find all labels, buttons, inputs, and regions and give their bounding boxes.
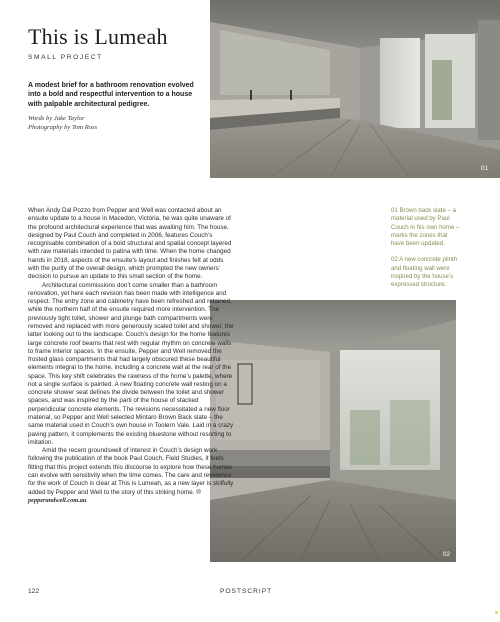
article-title: This is Lumeah [28,24,168,49]
bathroom-vanity-photo [210,0,500,178]
credits [28,114,97,132]
photo-captions [391,207,461,290]
words-credit: Words by Jake Taylor [28,115,85,122]
body-paragraph: When Andy Dal Pozzo from Pepper and Well was contacted about an ensuite update to a house in Macedon, Victoria, he was quite unaware of the profound architectural experience that was awaiting him. The house, designed by Paul Couch and completed in 2006, features Couch’s recognisable combination of a bold structural and spatial concept layered with raw materials intended to patina with time. When the home changed hands in 2018, aspects of the ensuite’s layout and finishes felt at odds with the purity of the overall design, which prompted the new owners’ decision to pursue an update to this small section of the home. [28,207,232,281]
caption: 02 A new concrete plinth and floating wall were inspired by the house’s expressed structure. [391,256,458,289]
website-link[interactable]: pepperandwell.com.au [28,496,87,504]
photography-credit: Photography by Tom Ross [28,124,98,131]
body-paragraph: Amid the recent groundswell of interest in Couch’s design work following the publication of the book Paul Couch, Field Studies, it feels fitting that this project extends this discourse to explore how these homes can evolve with sensitivity when the time comes. The care and reverence for the work of Couch is clear at This is Lumeah, as a new layer is skilfully added by Pepper and Well to the story of this striking home. ® [28,447,234,496]
photo-number: 02 [442,551,450,558]
edge-mark [495,611,498,614]
running-head: POSTSCRIPT [220,588,273,595]
photo-number: 01 [480,165,488,172]
caption: 01 Brown back slate – a material used by Paul Couch in his own home – marks the zones that have been updated. [391,207,460,248]
article-body [28,207,234,505]
page-number: 122 [28,588,40,595]
shower-with-window-photo [210,300,456,562]
body-paragraph: Architectural commissions don’t come smaller than a bathroom renovation, yet here each revision has been made with intelligence and respect. The entry zone and cabinetry have been refreshed and retained, while the northern half of the ensuite required more intervention. The previously tight toilet, shower and plunge bath compartments were removed and replaced with more generously scaled toilet and shower, the latter looking out to the landscape. Couch’s design for the home features large concrete roof beams that rest with regular rhythm on concrete walls to frame interior spaces. In the ensuite, Pepper and Well removed the frosted glass compartments that had largely obscured these beautiful elements integral to the home, including a concrete wall at the rear of the space. This key shift celebrates the rawness of the home’s palette, where not a single surface is painted. A new floating concrete wall resting on a concrete shower seat defines the divide between the toilet and shower spaces, and was inspired by the parti of the house of stacked perpendicular concrete elements. The revisions necessitated a new floor material, so Pepper and Well selected Mintaro Brown Back slate – the same material used in Couch’s own house in Toolern Vale. Laid in a crazy paving pattern, it complements the existing bluestone without resorting to imitation. [28,281,234,446]
section-kicker: SMALL PROJECT [28,54,103,61]
standfirst: A modest brief for a bathroom renovation evolved into a bold and respectful intervention to a house with palpable architectural pedigree. [28,82,194,108]
